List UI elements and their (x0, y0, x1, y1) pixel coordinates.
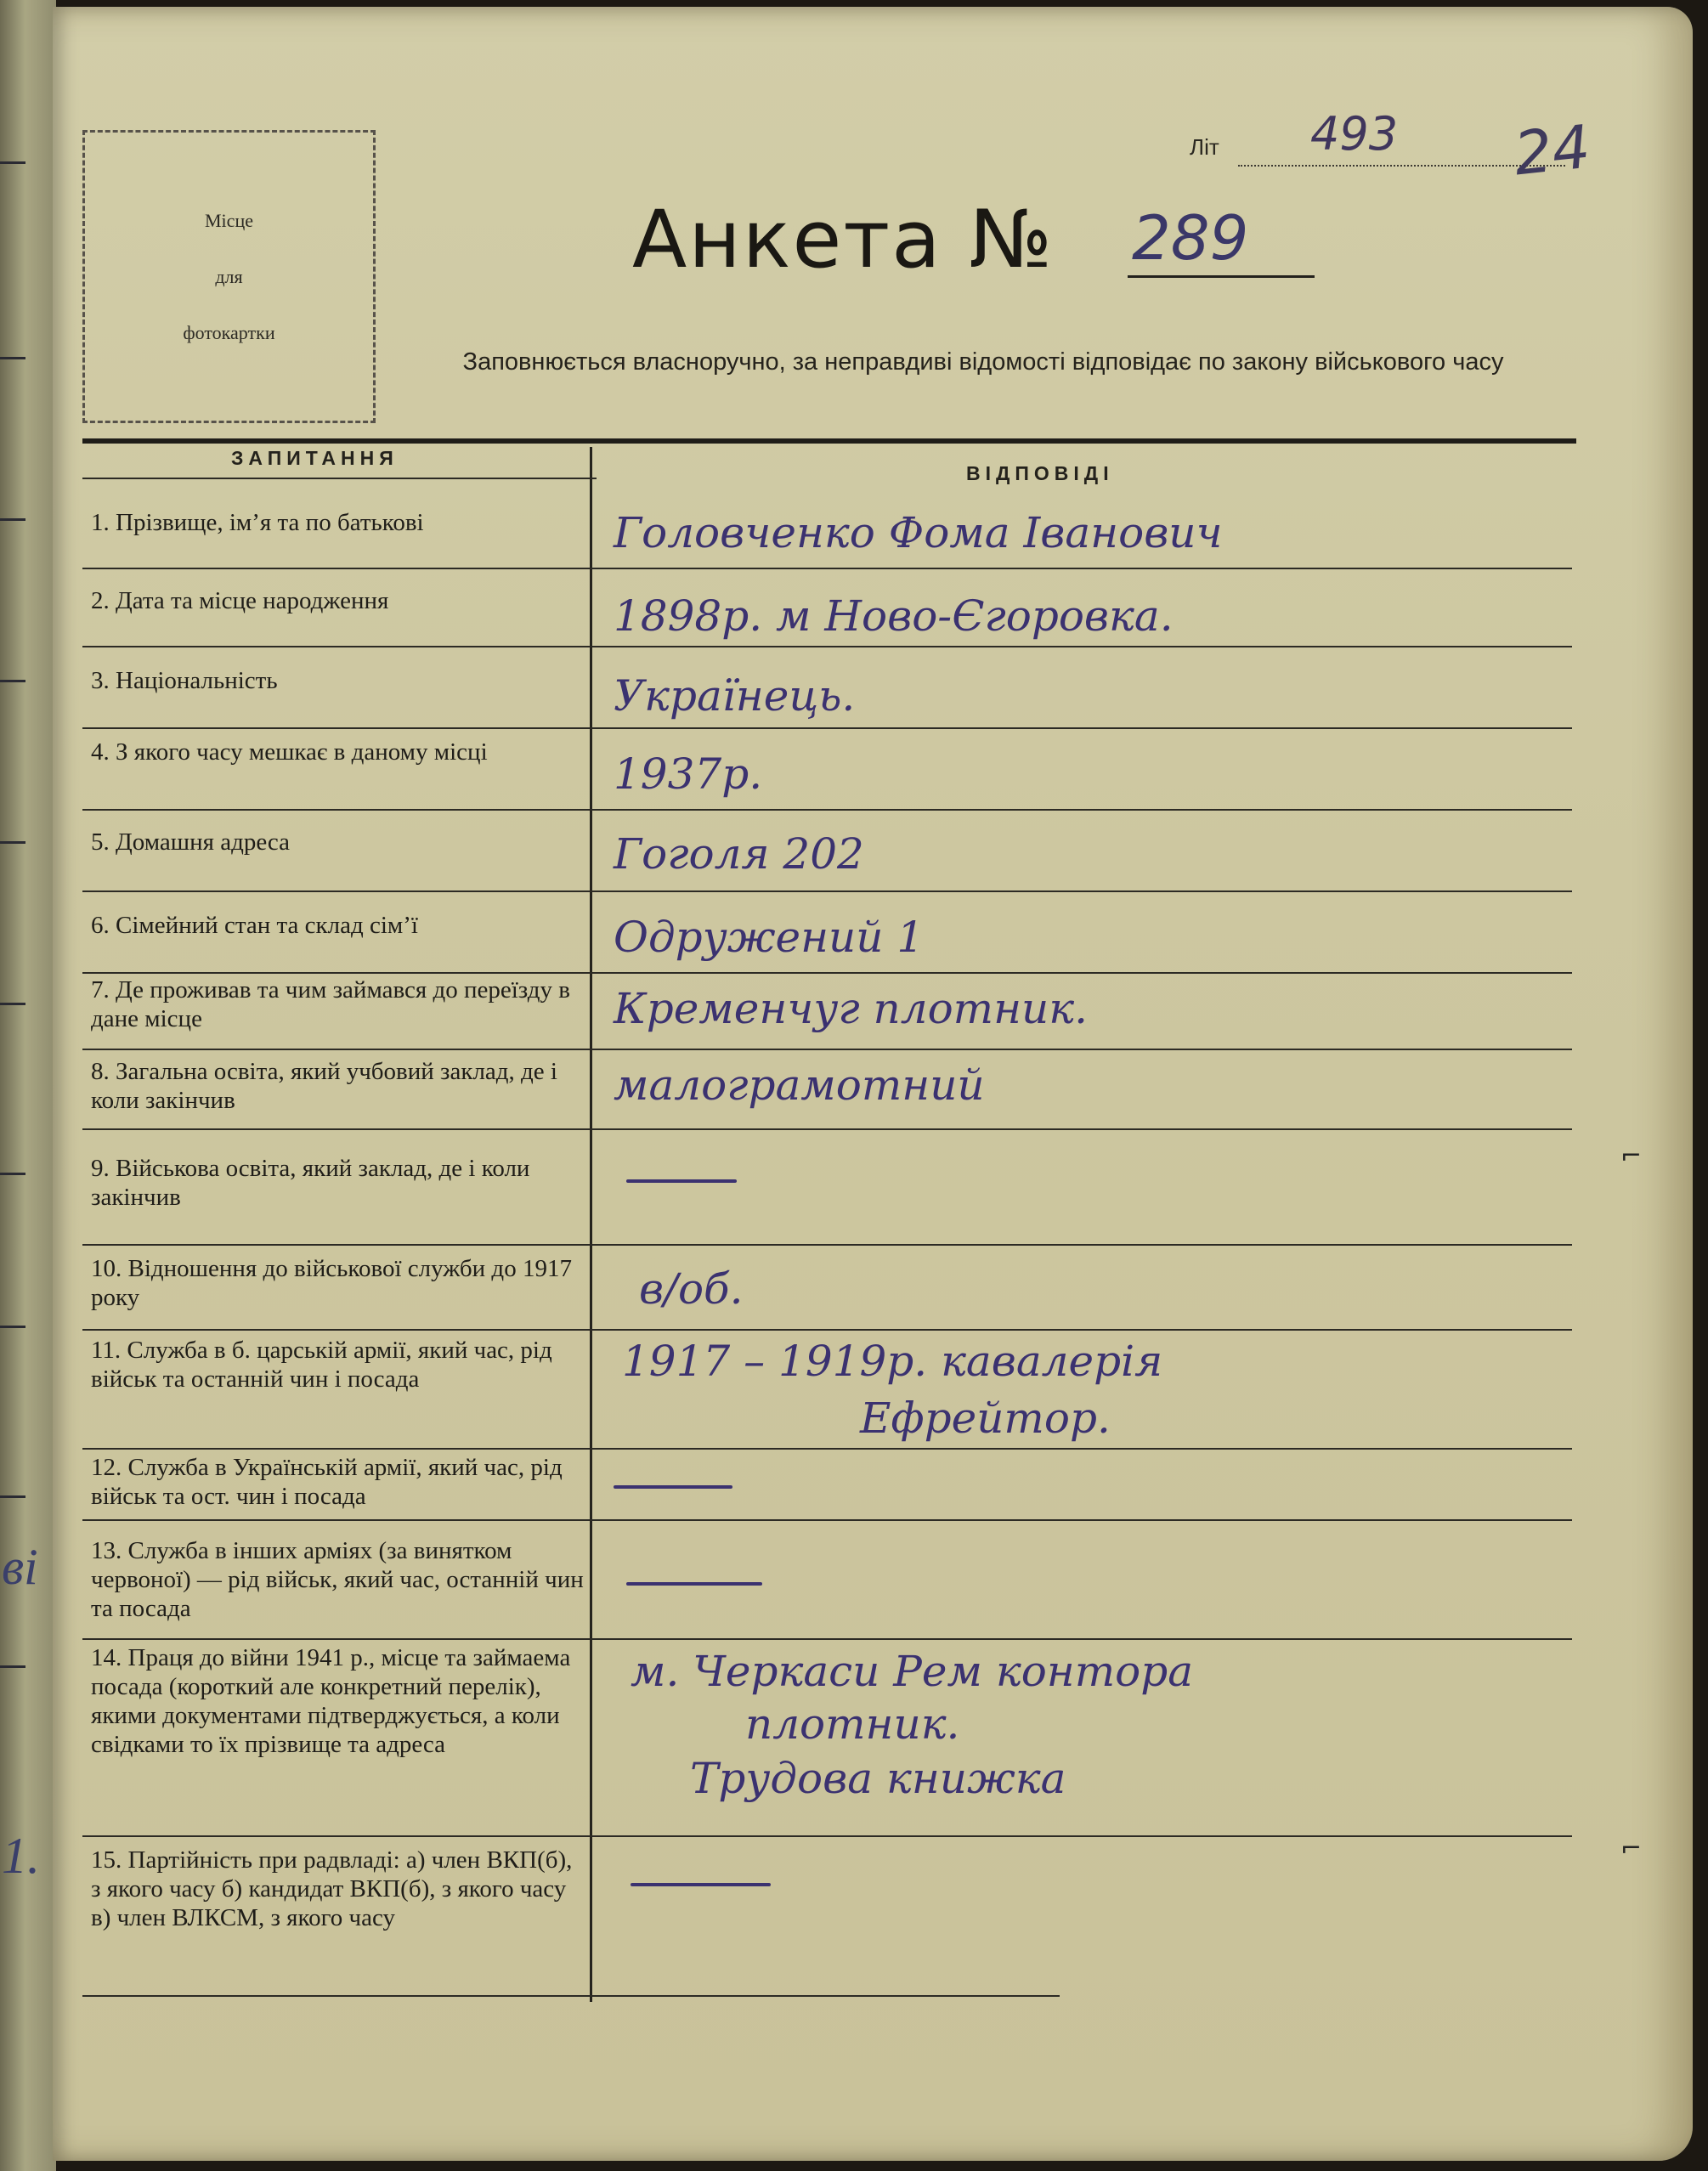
row-divider (82, 809, 597, 811)
answer-14-workplace: м. Черкаси Рем контора (631, 1647, 1194, 1696)
title-number: 289 (1132, 202, 1249, 274)
question-8: 8. Загальна освіта, який учбовий заклад, де і коли закінчив (91, 1058, 557, 1114)
page-title: Анкета № (632, 194, 1055, 286)
answer-7: Кременчуг плотник. (614, 984, 1088, 1033)
row-divider (82, 972, 597, 974)
question-2: 2. Дата та місце народження (91, 587, 389, 614)
row-divider (595, 727, 1572, 729)
empty-answer-dash (626, 1582, 762, 1586)
answer-2: 1898р. м Ново-Єгоровка. (614, 591, 1174, 641)
answer-4: 1937р. (614, 749, 763, 799)
question-6: 6. Сімейний стан та склад сім’ї (91, 912, 418, 939)
row-divider (595, 1519, 1572, 1521)
row-divider (595, 1329, 1572, 1331)
edge-tick (0, 357, 25, 359)
row-divider (82, 890, 597, 892)
subtitle: Заповнюється власноручно, за неправдиві відомості відповідає по закону військового часу (462, 348, 1504, 376)
photo-placeholder (82, 130, 376, 423)
question-14: 14. Праця до війни 1941 р., місце та займаема посада (короткий але конкретний перелік), якими документами підтверджується, а коли свідками то їх прізвище та адреса (91, 1644, 571, 1758)
edge-tick (0, 1173, 25, 1175)
row-divider (82, 1128, 597, 1130)
question-13: 13. Служба в інших арміях (за винятком червоної) — рід військ, який час, останній чин та посада (91, 1537, 584, 1622)
row-divider (595, 1448, 1572, 1450)
row-divider (595, 646, 1572, 647)
corner-number: 24 (1510, 111, 1594, 189)
row-divider (595, 1638, 1572, 1640)
row-divider (82, 1244, 597, 1246)
row-divider (82, 727, 597, 729)
answer-3: Українець. (614, 671, 856, 721)
edge-tick (0, 161, 25, 164)
row-divider (595, 568, 1572, 569)
header-rule (82, 438, 1576, 444)
answer-6: Одружений 1 (614, 913, 925, 962)
lit-label: Літ (1190, 134, 1219, 160)
answer-10: в/об. (639, 1264, 744, 1314)
question-1: 1. Прізвище, ім’я та по батькові (91, 509, 424, 536)
edge-tick (0, 1003, 25, 1005)
empty-answer-dash (614, 1485, 732, 1489)
row-divider (82, 1049, 597, 1050)
edge-mark: ⌐ (1620, 1141, 1643, 1171)
question-12: 12. Служба в Українській армії, який час, рід військ та ост. чин і посада (91, 1454, 563, 1510)
row-divider (595, 1244, 1572, 1246)
question-7: 7. Де проживав та чим займався до переїзду в дане місце (91, 976, 570, 1032)
questionnaire-page (53, 7, 1693, 2161)
row-divider (595, 809, 1572, 811)
answer-14-document: Трудова книжка (690, 1754, 1066, 1803)
questions-header: ЗАПИТАННЯ (231, 447, 399, 469)
answers-header: ВІДПОВІДІ (966, 462, 1114, 484)
edge-tick (0, 1326, 25, 1328)
lit-value: 493 (1310, 107, 1399, 161)
edge-tick (0, 841, 25, 844)
question-3: 3. Національність (91, 667, 278, 694)
answer-5: Гоголя 202 (614, 829, 864, 879)
row-divider (82, 568, 597, 569)
row-divider (82, 478, 597, 479)
photo-label: для (215, 265, 243, 287)
edge-tick (0, 680, 25, 682)
row-divider (82, 1329, 597, 1331)
row-divider (595, 972, 1572, 974)
question-9: 9. Військова освіта, який заклад, де і коли закінчив (91, 1155, 530, 1211)
row-divider (82, 1519, 597, 1521)
edge-tick (0, 1665, 25, 1668)
row-divider (82, 1448, 597, 1450)
row-divider (595, 1049, 1572, 1050)
answer-11-rank: Ефрейтор. (860, 1394, 1111, 1443)
row-divider (82, 1638, 597, 1640)
row-divider (82, 1835, 597, 1837)
row-divider (595, 890, 1572, 892)
photo-label: фотокартки (183, 321, 275, 343)
empty-answer-dash (626, 1179, 737, 1183)
previous-page-edge (0, 0, 56, 2171)
empty-answer-dash (631, 1883, 771, 1886)
answer-14-position: плотник. (745, 1699, 960, 1749)
question-11: 11. Служба в б. царській армії, який час, рід військ та останній чин і посада (91, 1337, 552, 1393)
margin-handwriting: 1. (2, 1828, 40, 1884)
answer-8: малограмотний (614, 1060, 985, 1110)
question-4: 4. З якого часу мешкає в даному місці (91, 738, 488, 766)
margin-handwriting: ві (2, 1539, 38, 1595)
question-5: 5. Домашня адреса (91, 828, 291, 856)
edge-tick (0, 518, 25, 521)
photo-label: Місце (205, 209, 253, 231)
table-bottom-rule (82, 1995, 1060, 1997)
question-10: 10. Відношення до військової служби до 1917 року (91, 1255, 572, 1311)
question-15: 15. Партійність при радвладі: а) член ВКП(б), з якого часу б) кандидат ВКП(б), з якого часу в) член ВЛКСМ, з якого часу (91, 1846, 573, 1931)
answer-1: Головченко Фома Іванович (614, 508, 1223, 557)
edge-mark: ⌐ (1620, 1834, 1643, 1863)
row-divider (595, 1835, 1572, 1837)
edge-tick (0, 1495, 25, 1498)
row-divider (595, 1128, 1572, 1130)
title-underline (1128, 275, 1315, 278)
column-separator (590, 447, 592, 2002)
answer-11: 1917 – 1919р. кавалерія (622, 1337, 1163, 1386)
row-divider (82, 646, 597, 647)
